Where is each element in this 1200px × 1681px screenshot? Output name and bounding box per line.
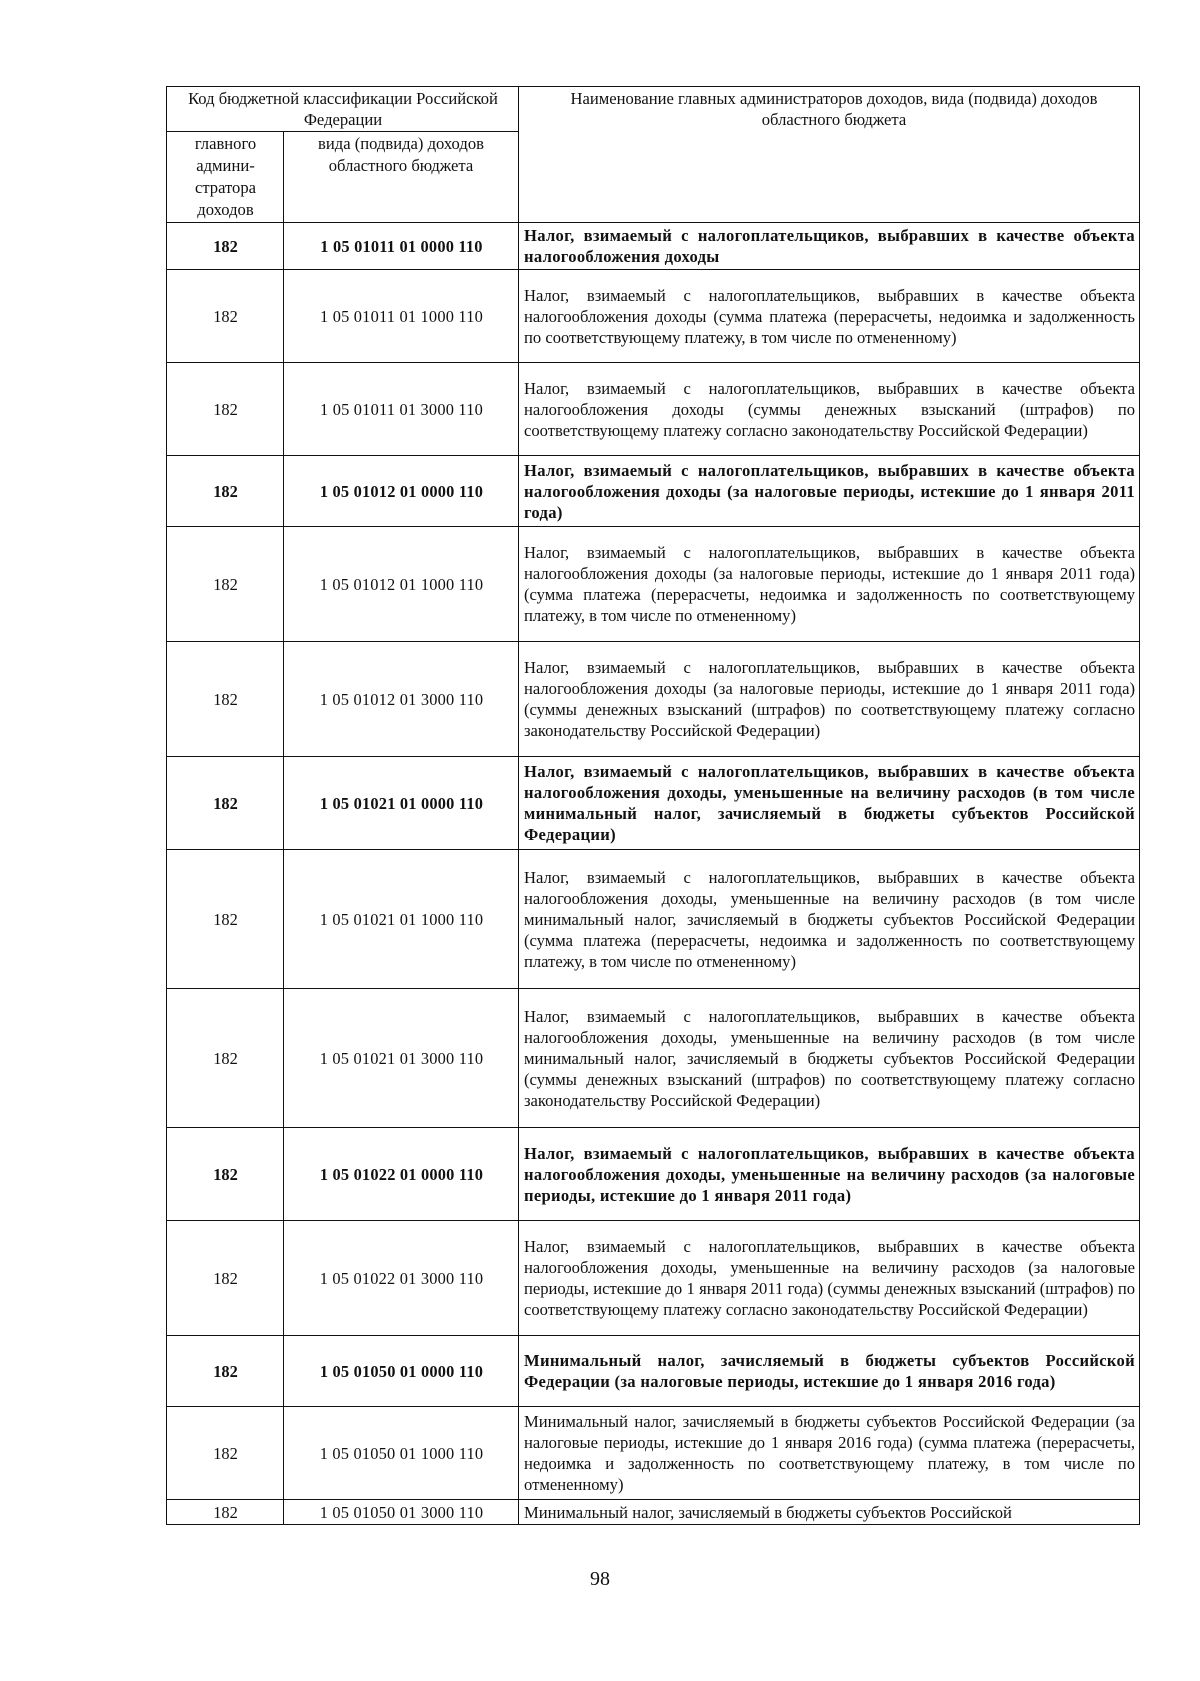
revenue-name-cell: Налог, взимаемый с налогоплательщиков, выбравших в качестве объекта налогообложения доходы (суммы денежных взысканий (штрафов) по соответствующему платежу согласно законодательству Российской Федерации) xyxy=(519,363,1140,456)
table-row xyxy=(167,989,1140,1128)
budget-classification-table xyxy=(166,86,1140,1525)
header-admin-column: главного админи-стратора доходов xyxy=(167,132,284,223)
budget-code-cell: 1 05 01012 01 3000 110 xyxy=(284,642,519,757)
revenue-name-cell: Налог, взимаемый с налогоплательщиков, выбравших в качестве объекта налогообложения доходы (сумма платежа (перерасчеты, недоимка и задолженность по соответствующему платежу, в том числе по отмененному) xyxy=(519,270,1140,363)
revenue-name-cell: Налог, взимаемый с налогоплательщиков, выбравших в качестве объекта налогообложения доходы (за налоговые периоды, истекшие до 1 января 2011 года) (суммы денежных взысканий (штрафов) по соответствующему платежу согласно законодательству Российской Федерации) xyxy=(519,642,1140,757)
table-row xyxy=(167,757,1140,850)
revenue-name-cell: Налог, взимаемый с налогоплательщиков, выбравших в качестве объекта налогообложения доходы, уменьшенные на величину расходов (в том числе минимальный налог, зачисляемый в бюджеты субъектов Российской Федерации (сумма платежа (перерасчеты, недоимка и задолженность по соответствующему платежу, в том числе по отмененному) xyxy=(519,850,1140,989)
budget-code-cell: 1 05 01012 01 0000 110 xyxy=(284,456,519,527)
revenue-name-cell: Налог, взимаемый с налогоплательщиков, выбравших в качестве объекта налогообложения доходы, уменьшенные на величину расходов (в том числе минимальный налог, зачисляемый в бюджеты субъектов Российской Федерации) xyxy=(519,757,1140,850)
table-row xyxy=(167,642,1140,757)
document-page xyxy=(166,86,1139,1525)
revenue-name-cell: Налог, взимаемый с налогоплательщиков, выбравших в качестве объекта налогообложения доходы xyxy=(519,223,1140,270)
table-row xyxy=(167,1407,1140,1500)
table-row xyxy=(167,1500,1140,1525)
admin-code-cell: 182 xyxy=(167,642,284,757)
budget-code-cell: 1 05 01011 01 1000 110 xyxy=(284,270,519,363)
table-row xyxy=(167,270,1140,363)
revenue-name-cell: Налог, взимаемый с налогоплательщиков, выбравших в качестве объекта налогообложения доходы (за налоговые периоды, истекшие до 1 января 2011 года) (сумма платежа (перерасчеты, недоимка и задолженность по соответствующему платежу, в том числе по отмененному) xyxy=(519,527,1140,642)
admin-code-cell: 182 xyxy=(167,1336,284,1407)
admin-code-cell: 182 xyxy=(167,223,284,270)
table-row xyxy=(167,850,1140,989)
revenue-name-cell: Налог, взимаемый с налогоплательщиков, выбравших в качестве объекта налогообложения доходы, уменьшенные на величину расходов (за налоговые периоды, истекшие до 1 января 2011 года) xyxy=(519,1128,1140,1221)
admin-code-cell: 182 xyxy=(167,1407,284,1500)
admin-code-cell: 182 xyxy=(167,270,284,363)
budget-code-cell: 1 05 01021 01 0000 110 xyxy=(284,757,519,850)
revenue-name-cell: Налог, взимаемый с налогоплательщиков, выбравших в качестве объекта налогообложения доходы, уменьшенные на величину расходов (за налоговые периоды, истекшие до 1 января 2011 года) (суммы денежных взысканий (штрафов) по соответствующему платежу согласно законодательству Российской Федерации) xyxy=(519,1221,1140,1336)
header-budget-code-group: Код бюджетной классификации Российской Федерации xyxy=(167,87,519,132)
budget-code-cell: 1 05 01022 01 3000 110 xyxy=(284,1221,519,1336)
budget-code-cell: 1 05 01021 01 3000 110 xyxy=(284,989,519,1128)
page-number: 98 xyxy=(590,1568,610,1590)
budget-code-cell: 1 05 01011 01 0000 110 xyxy=(284,223,519,270)
revenue-name-cell: Минимальный налог, зачисляемый в бюджеты субъектов Российской xyxy=(519,1500,1140,1525)
admin-code-cell: 182 xyxy=(167,363,284,456)
budget-code-cell: 1 05 01021 01 1000 110 xyxy=(284,850,519,989)
table-row xyxy=(167,1336,1140,1407)
table-row xyxy=(167,223,1140,270)
admin-code-cell: 182 xyxy=(167,527,284,642)
budget-code-cell: 1 05 01050 01 3000 110 xyxy=(284,1500,519,1525)
admin-code-cell: 182 xyxy=(167,850,284,989)
header-kind-column: вида (подвида) доходов областного бюджета xyxy=(284,132,519,223)
revenue-name-cell: Минимальный налог, зачисляемый в бюджеты субъектов Российской Федерации (за налоговые периоды, истекшие до 1 января 2016 года) xyxy=(519,1336,1140,1407)
table-row xyxy=(167,456,1140,527)
admin-code-cell: 182 xyxy=(167,1128,284,1221)
admin-code-cell: 182 xyxy=(167,456,284,527)
budget-code-cell: 1 05 01011 01 3000 110 xyxy=(284,363,519,456)
table-row xyxy=(167,527,1140,642)
revenue-name-cell: Налог, взимаемый с налогоплательщиков, выбравших в качестве объекта налогообложения доходы, уменьшенные на величину расходов (в том числе минимальный налог, зачисляемый в бюджеты субъектов Российской Федерации (суммы денежных взысканий (штрафов) по соответствующему платежу согласно законодательству Российской Федерации) xyxy=(519,989,1140,1128)
budget-code-cell: 1 05 01012 01 1000 110 xyxy=(284,527,519,642)
admin-code-cell: 182 xyxy=(167,1500,284,1525)
header-row-group xyxy=(167,87,1140,132)
header-name-column: Наименование главных администраторов доходов, вида (подвида) доходов областного бюджета xyxy=(519,87,1140,223)
budget-code-cell: 1 05 01050 01 0000 110 xyxy=(284,1336,519,1407)
revenue-name-cell: Минимальный налог, зачисляемый в бюджеты субъектов Российской Федерации (за налоговые периоды, истекшие до 1 января 2016 года) (сумма платежа (перерасчеты, недоимка и задолженность по соответствующему платежу, в том числе по отмененному) xyxy=(519,1407,1140,1500)
table-body xyxy=(167,87,1140,1525)
table-row xyxy=(167,1221,1140,1336)
table-row xyxy=(167,1128,1140,1221)
admin-code-cell: 182 xyxy=(167,757,284,850)
admin-code-cell: 182 xyxy=(167,989,284,1128)
budget-code-cell: 1 05 01022 01 0000 110 xyxy=(284,1128,519,1221)
revenue-name-cell: Налог, взимаемый с налогоплательщиков, выбравших в качестве объекта налогообложения доходы (за налоговые периоды, истекшие до 1 января 2011 года) xyxy=(519,456,1140,527)
table-row xyxy=(167,363,1140,456)
budget-code-cell: 1 05 01050 01 1000 110 xyxy=(284,1407,519,1500)
admin-code-cell: 182 xyxy=(167,1221,284,1336)
